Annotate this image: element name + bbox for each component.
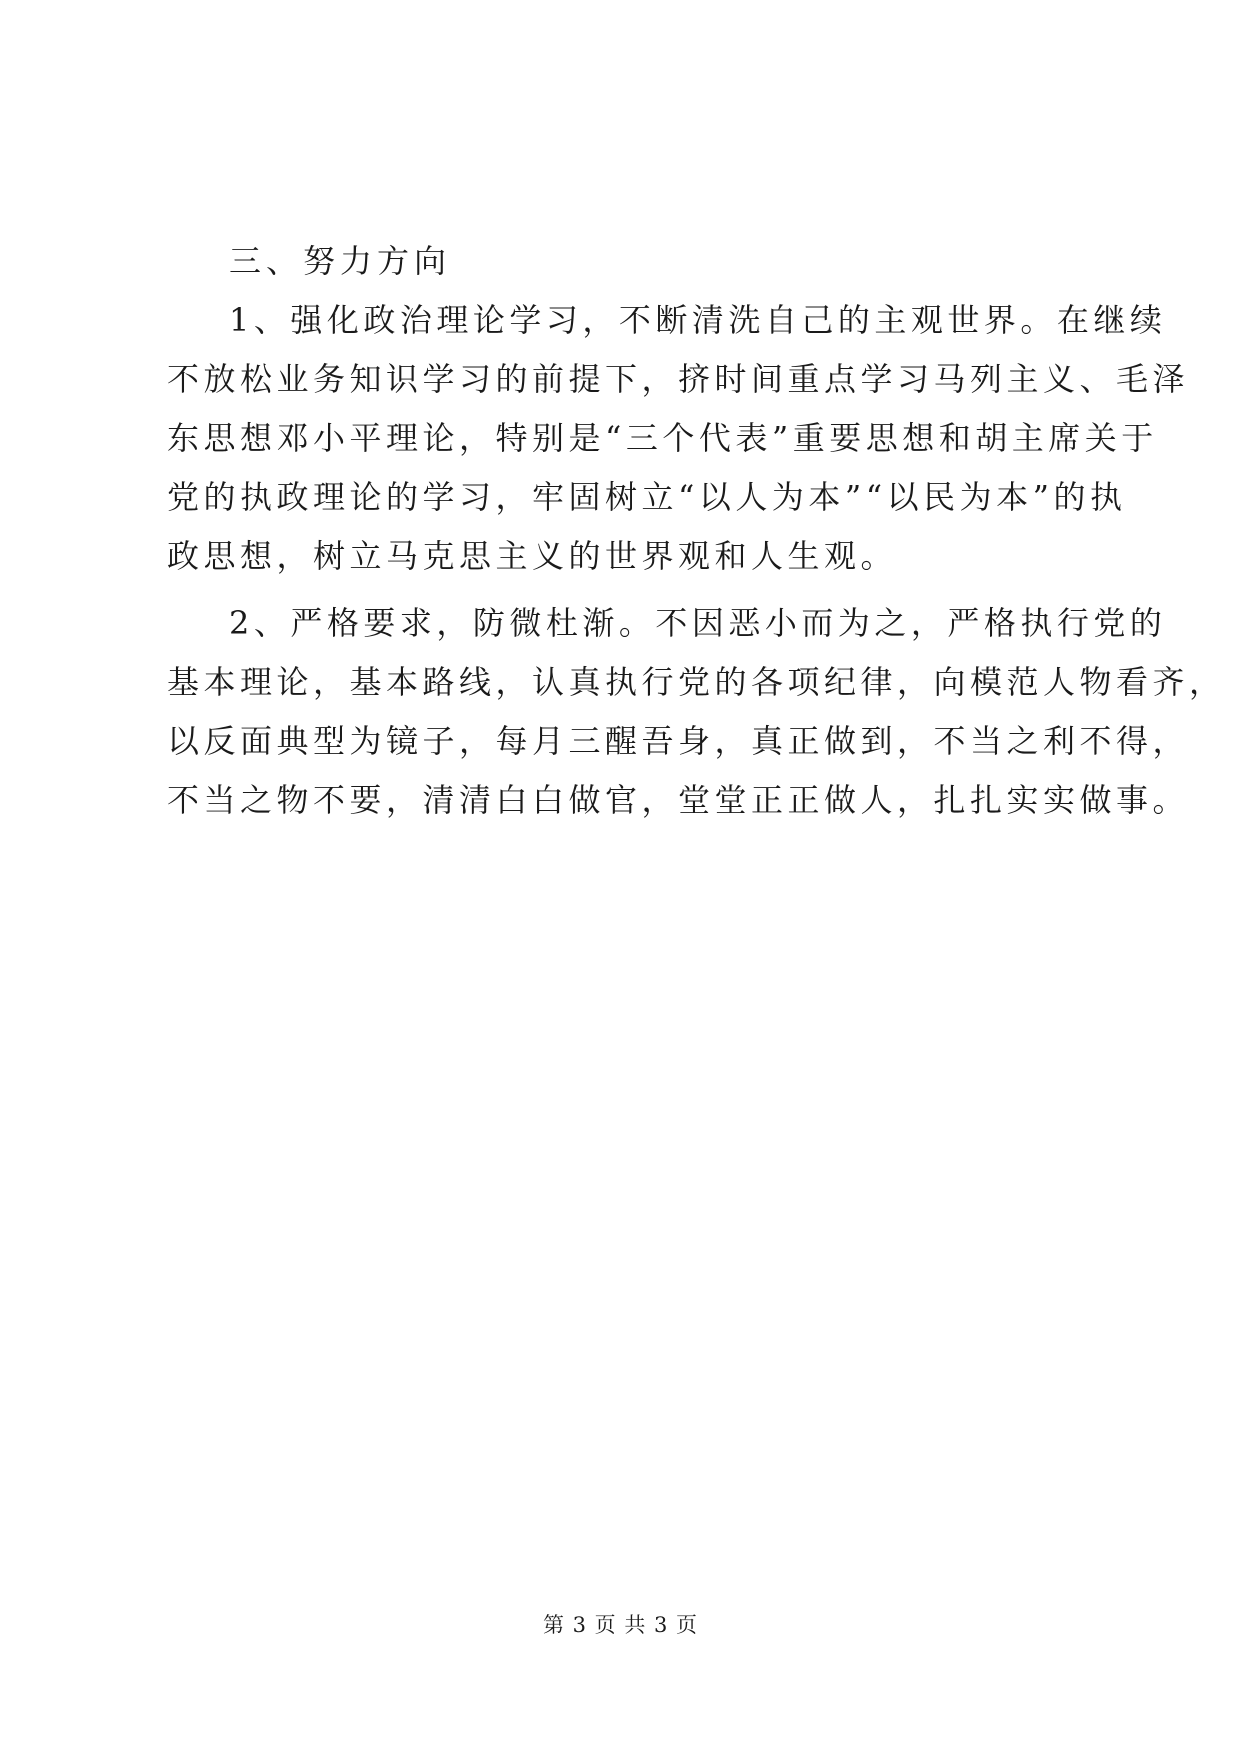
paragraph-line: 基本理论，基本路线，认真执行党的各项纪律，向模范人物看齐， xyxy=(167,663,1226,701)
paragraph-2 xyxy=(167,594,1226,830)
paragraph-line: 不放松业务知识学习的前提下，挤时间重点学习马列主义、毛泽 xyxy=(167,360,1190,398)
paragraph-line: 党的执政理论的学习，牢固树立“以人为本”“以民为本”的执 xyxy=(167,478,1127,516)
paragraph-line: 以反面典型为镜子，每月三醒吾身，真正做到，不当之利不得， xyxy=(167,722,1190,760)
paragraph-line: 1、强化政治理论学习，不断清洗自己的主观世界。在继续 xyxy=(229,301,1167,339)
document-body xyxy=(167,232,1226,830)
paragraph-line: 政思想，树立马克思主义的世界观和人生观。 xyxy=(167,537,898,575)
page-footer: 第 3 页 共 3 页 xyxy=(542,1613,699,1637)
paragraph-line: 2、严格要求，防微杜渐。不因恶小而为之，严格执行党的 xyxy=(229,604,1167,642)
paragraph-line: 不当之物不要，清清白白做官，堂堂正正做人，扎扎实实做事。 xyxy=(167,781,1190,819)
section-heading: 三、努力方向 xyxy=(229,242,452,280)
paragraph-line: 东思想邓小平理论，特别是“三个代表”重要思想和胡主席关于 xyxy=(167,419,1158,457)
paragraph-1 xyxy=(167,291,1190,586)
